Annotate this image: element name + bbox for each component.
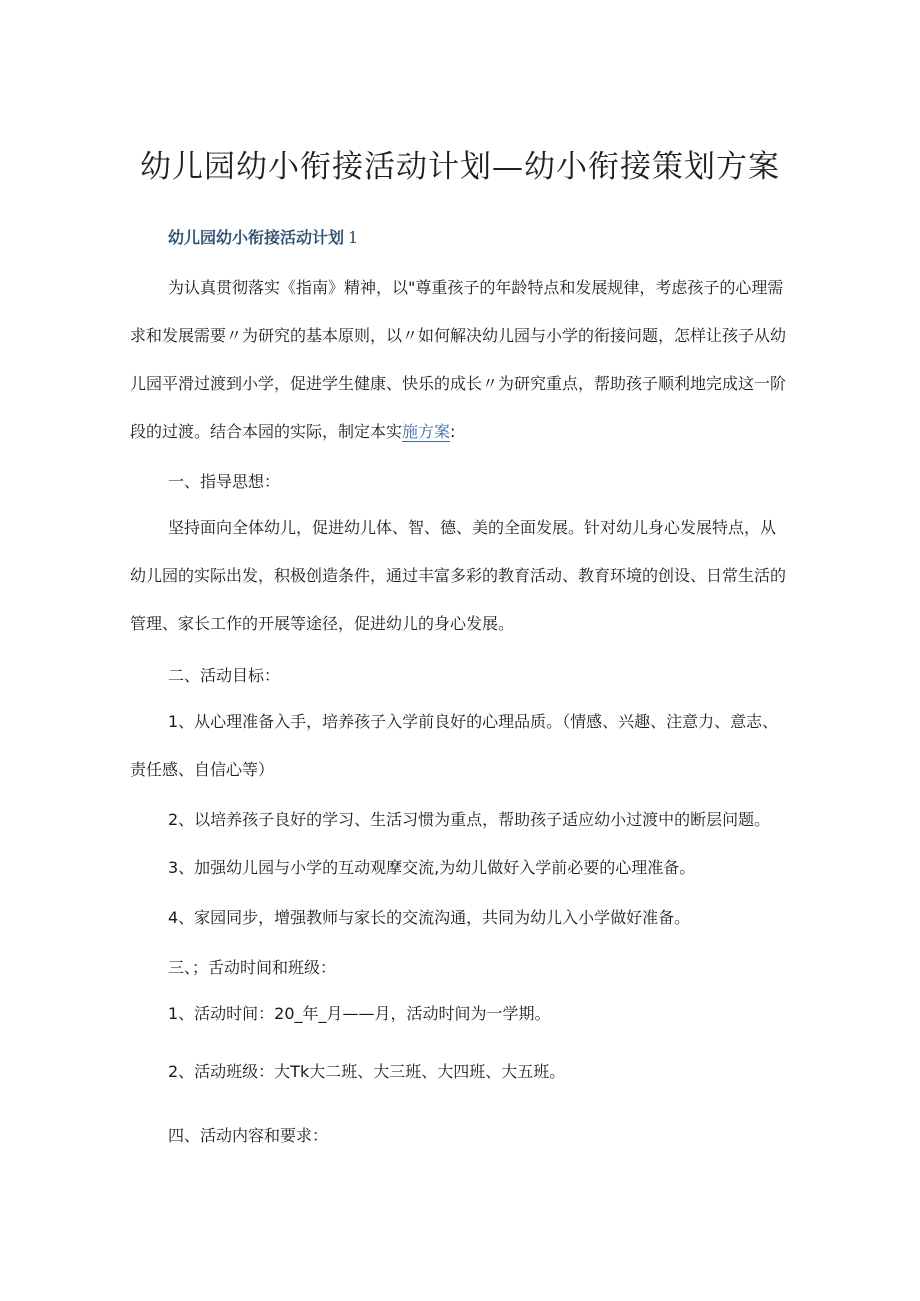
section-subtitle: [168, 226, 358, 250]
intro-text: 为认真贯彻落实《指南》精神，以"尊重孩子的年龄特点和发展规律，考虑孩子的心理需求和发展需要〃为研究的基本原则，以〃如何解决幼儿园与小学的衔接问题，怎样让孩子从幼儿园平滑过渡到小学，促进学生健康、快乐的成长〃为研究重点，帮助孩子顺利地完成这一阶段的过渡。结合本园的实际，制定本实: [130, 278, 787, 441]
intro-paragraph: [130, 264, 790, 456]
activity-time-item: 1、活动时间：20_年_月——月，活动时间为一学期。: [168, 1004, 551, 1023]
activity-class-item: 2、活动班级：大Tk大二班、大三班、大四班、大五班。: [168, 1062, 566, 1081]
goal-2-item: 2、以培养孩子良好的学习、生活习惯为重点，帮助孩子适应幼小过渡中的断层问题。: [168, 810, 771, 829]
goal-1-paragraph: 1、从心理准备入手，培养孩子入学前良好的心理品质。（情感、兴趣、注意力、意志、责任感、自信心等）: [130, 712, 779, 779]
document-title: 幼儿园幼小衔接活动计划—幼小衔接策划方案: [140, 149, 780, 185]
section-4-heading: 四、活动内容和要求：: [168, 1126, 329, 1145]
intro-end: :: [450, 422, 456, 441]
guiding-thought-paragraph: 坚持面向全体幼儿，促进幼儿体、智、德、美的全面发展。针对幼儿身心发展特点，从幼儿园的实际出发，积极创造条件，通过丰富多彩的教育活动、教育环境的创设、日常生活的管理、家长工作的开展等途径，促进幼儿的身心发展。: [130, 518, 787, 633]
plan-link[interactable]: 施方案: [402, 422, 451, 441]
goal-4-item: 4、家园同步，增强教师与家长的交流沟通，共同为幼儿入小学做好准备。: [168, 908, 691, 927]
subtitle-number: 1: [348, 228, 359, 247]
section-1-heading: 一、指导思想：: [168, 472, 281, 491]
subtitle-text: 幼儿园幼小衔接活动计划: [168, 228, 345, 247]
section-3-heading: 三、；舌动时间和班级：: [168, 958, 337, 977]
section-2-heading: 二、活动目标：: [168, 666, 281, 685]
goal-3-item: 3、加强幼儿园与小学的互动观摩交流,为幼儿做好入学前必要的心理准备。: [168, 858, 696, 877]
